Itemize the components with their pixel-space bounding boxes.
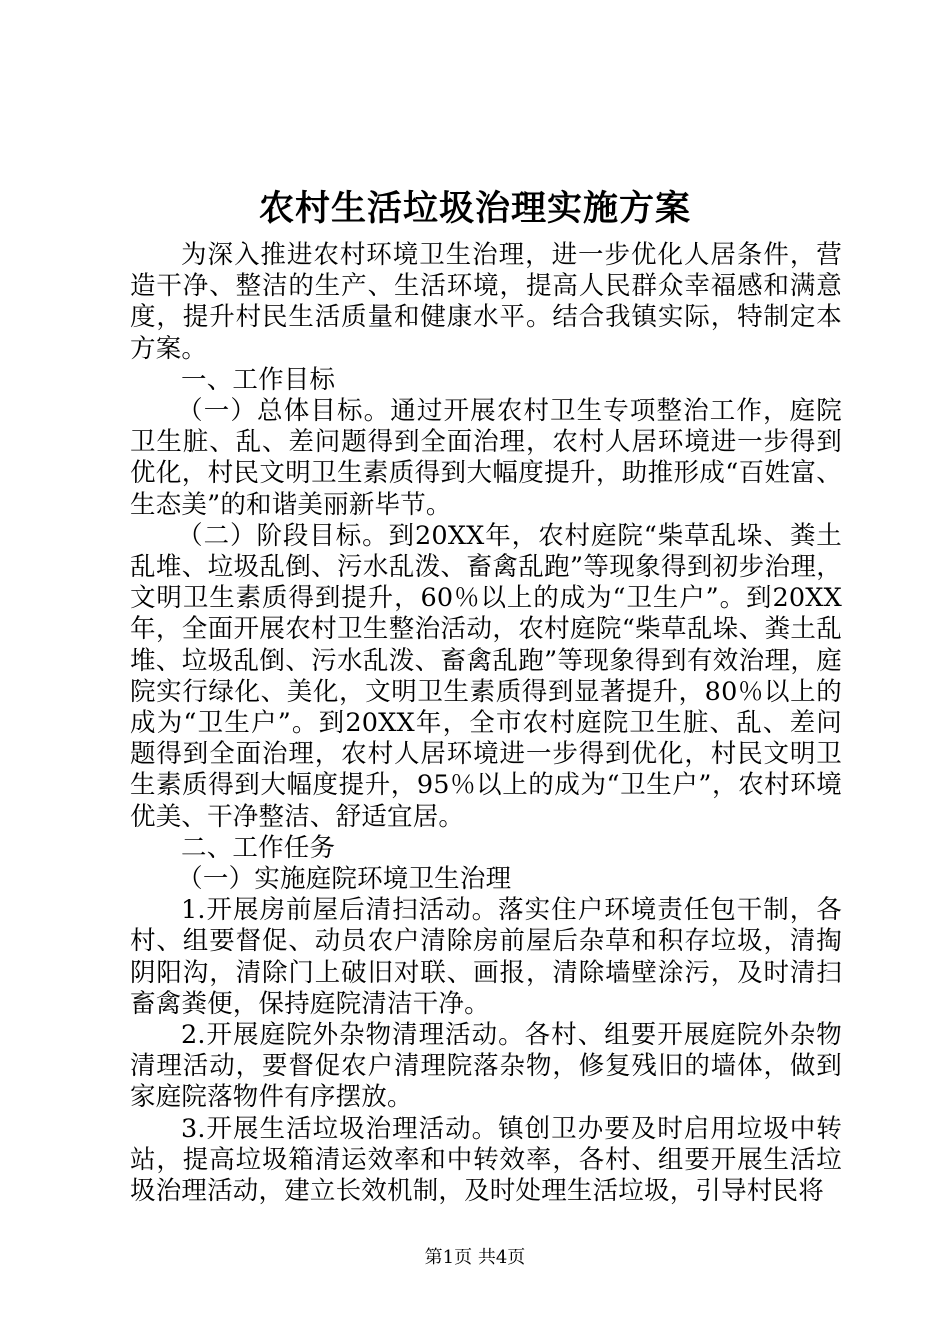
overall-goal-paragraph: （一）总体目标。通过开展农村卫生专项整治工作，庭院卫生脏、乱、差问题得到全面治理，农村人居环境进一步得到优化，村民文明卫生素质得到大幅度提升，助推形成“百姓富、生态美”的和谐美丽新毕节。 (130, 396, 842, 520)
section-heading-tasks: 二、工作任务 (181, 832, 336, 863)
document-title: 农村生活垃圾治理实施方案 (258, 188, 691, 229)
task-item-2: 2.开展庭院外杂物清理活动。各村、组要开展庭院外杂物清理活动，要督促农户清理院落杂物，修复残旧的墙体，做到家庭院落物件有序摆放。 (130, 1020, 842, 1113)
task-item-3: 3.开展生活垃圾治理活动。镇创卫办要及时启用垃圾中转站，提高垃圾箱清运效率和中转效率，各村、组要开展生活垃圾治理活动，建立长效机制，及时处理生活垃圾，引导村民将 (130, 1113, 842, 1207)
section-heading-goals: 一、工作目标 (181, 364, 336, 395)
stage-goal-paragraph: （二）阶段目标。到20XX年，农村庭院“柴草乱垛、粪土乱堆、垃圾乱倒、污水乱泼、畜禽乱跑”等现象得到初步治理，文明卫生素质得到提升，60％以上的成为“卫生户”。到20XX年，全面开展农村卫生整治活动，农村庭院“柴草乱垛、粪土乱堆、垃圾乱倒、污水乱泼、畜禽乱跑”等现象得到有效治理，庭院实行绿化、美化，文明卫生素质得到显著提升，80％以上的成为“卫生户”。到20XX年，全市农村庭院卫生脏、乱、差问题得到全面治理，农村人居环境进一步得到优化，村民文明卫生素质得到大幅度提升，95％以上的成为“卫生户”，农村环境优美、干净整洁、舒适宜居。 (130, 520, 842, 832)
intro-paragraph: 为深入推进农村环境卫生治理，进一步优化人居条件，营造干净、整洁的生产、生活环境，提高人民群众幸福感和满意度，提升村民生活质量和健康水平。结合我镇实际，特制定本方案。 (130, 240, 842, 364)
document-body (130, 240, 842, 1207)
subsection-heading-courtyard: （一）实施庭院环境卫生治理 (177, 864, 512, 895)
page-footer: 第1页 共4页 (424, 1247, 526, 1268)
task-item-1: 1.开展房前屋后清扫活动。落实住户环境责任包干制，各村、组要督促、动员农户清除房前屋后杂草和积存垃圾，清掏阴阳沟，清除门上破旧对联、画报，清除墙壁涂污，及时清扫畜禽粪便，保持庭院清洁干净。 (130, 895, 842, 1019)
